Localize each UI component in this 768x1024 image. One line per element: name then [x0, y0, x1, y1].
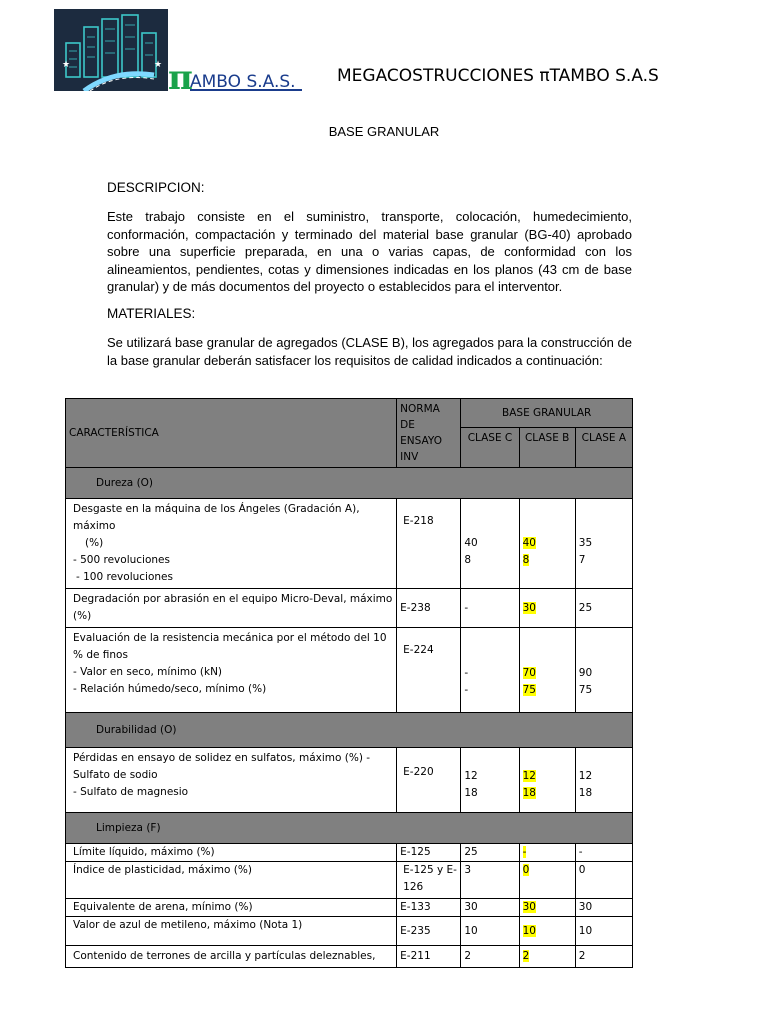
clase-b-cell: 30 [519, 589, 575, 628]
category-durabilidad: Durabilidad (O) [66, 713, 633, 748]
clase-c-cell: 10 [461, 917, 519, 946]
document-title: BASE GRANULAR [328, 124, 440, 139]
clase-a-cell: 35 7 [575, 499, 632, 589]
norma-cell: E-220 [397, 748, 461, 813]
clase-c-cell: 2 [461, 946, 519, 968]
table-header-row [66, 399, 633, 428]
table-row [66, 899, 633, 917]
company-logo [54, 9, 304, 91]
clase-b-cell: 2 [519, 946, 575, 968]
header-caracteristica: CARACTERÍSTICA [66, 399, 397, 468]
clase-c-cell: - - [461, 628, 519, 713]
table-row [66, 589, 633, 628]
materiales-heading: MATERIALES: [107, 306, 196, 321]
clase-a-cell: 10 [575, 917, 632, 946]
clase-a-cell: 30 [575, 899, 632, 917]
table-row [66, 748, 633, 813]
clase-b-cell: 40 8 [519, 499, 575, 589]
clase-c-cell: 3 [461, 862, 519, 899]
norma-cell: E-224 [397, 628, 461, 713]
table-row [66, 628, 633, 713]
clase-a-cell: 12 18 [575, 748, 632, 813]
table-row [66, 499, 633, 589]
row-10-finos: Evaluación de la resistencia mecánica por el método del 10 % de finos - Valor en seco, mínimo (kN) - Relación húmedo/seco, mínimo (%) [66, 628, 397, 713]
city-skyline-logo-graphic [54, 9, 304, 91]
company-name: MEGACOSTRUCCIONES πTAMBO S.A.S [337, 66, 659, 86]
requirements-table [65, 398, 633, 968]
clase-b-cell: 10 [519, 917, 575, 946]
norma-cell: E-235 [397, 917, 461, 946]
category-row [66, 713, 633, 748]
table-row [66, 917, 633, 946]
table-row [66, 946, 633, 968]
clase-a-cell: 25 [575, 589, 632, 628]
norma-cell: E-125 y E-126 [397, 862, 461, 899]
row-solidez-sulfatos: Pérdidas en ensayo de solidez en sulfatos, máximo (%) - Sulfato de sodio - Sulfato de magnesio [66, 748, 397, 813]
norma-cell: E-218 [397, 499, 461, 589]
row-limite-liquido: Límite líquido, máximo (%) [66, 844, 397, 862]
materiales-text: Se utilizará base granular de agregados (CLASE B), los agregados para la construcción de la base granular deberán satisfacer los requisitos de calidad indicados a continuación: [107, 335, 632, 368]
norma-cell: E-211 [397, 946, 461, 968]
clase-c-cell: 40 8 [461, 499, 519, 589]
row-terrones-arcilla: Contenido de terrones de arcilla y partículas deleznables, [66, 946, 397, 968]
table-row [66, 862, 633, 899]
category-row [66, 468, 633, 499]
logo-text: AMBO S.A.S. [190, 72, 296, 91]
clase-a-cell: - [575, 844, 632, 862]
clase-b-cell: 0 [519, 862, 575, 899]
row-micro-deval: Degradación por abrasión en el equipo Micro-Deval, máximo (%) [66, 589, 397, 628]
descripcion-heading: DESCRIPCION: [107, 180, 205, 195]
clase-c-cell: 12 18 [461, 748, 519, 813]
header-norma: NORMA DE ENSAYO INV [397, 399, 461, 468]
clase-b-cell: - [519, 844, 575, 862]
category-dureza: Dureza (O) [66, 468, 633, 499]
clase-a-cell: 2 [575, 946, 632, 968]
norma-cell: E-125 [397, 844, 461, 862]
table-row [66, 844, 633, 862]
norma-cell: E-238 [397, 589, 461, 628]
row-desgaste: Desgaste en la máquina de los Ángeles (Gradación A), máximo (%) - 500 revoluciones - 100 revoluciones [66, 499, 397, 589]
row-azul-metileno: Valor de azul de metileno, máximo (Nota 1) [66, 917, 397, 946]
header-base-granular: BASE GRANULAR [461, 399, 633, 428]
clase-b-cell: 30 [519, 899, 575, 917]
header-clase-b: CLASE B [519, 428, 575, 468]
clase-a-cell: 0 [575, 862, 632, 899]
header-clase-a: CLASE A [575, 428, 632, 468]
clase-c-cell: - [461, 589, 519, 628]
clase-b-cell: 70 75 [519, 628, 575, 713]
clase-c-cell: 30 [461, 899, 519, 917]
clase-b-cell: 12 18 [519, 748, 575, 813]
row-indice-plasticidad: Índice de plasticidad, máximo (%) [66, 862, 397, 899]
norma-cell: E-133 [397, 899, 461, 917]
category-row [66, 813, 633, 844]
header-clase-c: CLASE C [461, 428, 519, 468]
clase-c-cell: 25 [461, 844, 519, 862]
svg-text:★: ★ [154, 60, 163, 70]
row-equivalente-arena: Equivalente de arena, mínimo (%) [66, 899, 397, 917]
svg-text:π: π [168, 58, 193, 91]
descripcion-text: Este trabajo consiste en el suministro, transporte, colocación, humedecimiento, conformación, compactación y terminado del material base granular (BG-40) aprobado sobre una superficie preparada, en una o varias capas, de conformidad con los alineamientos, pendientes, cotas y dimensiones indicadas en los planos (43 cm de base granular) y de más documentos del proyecto o establecidos para el interventor. [107, 209, 632, 294]
category-limpieza: Limpieza (F) [66, 813, 633, 844]
svg-text:★: ★ [62, 60, 71, 70]
clase-a-cell: 90 75 [575, 628, 632, 713]
